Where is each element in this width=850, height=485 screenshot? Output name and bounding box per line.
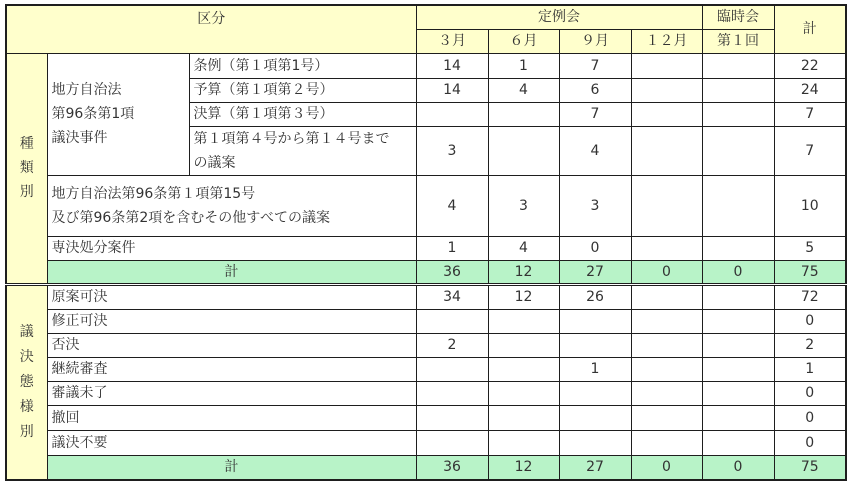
cell-march: [416, 102, 488, 126]
cell-extraordinary-1: [702, 430, 774, 455]
cell-september: [559, 405, 631, 430]
cell-march: [416, 430, 488, 455]
cell-total: 7: [774, 102, 846, 126]
group-article-96-1: [47, 53, 189, 175]
table-row: [6, 236, 846, 260]
cell-extraordinary-1: 0: [702, 260, 774, 284]
cell-september: 6: [559, 78, 631, 102]
table-header: [6, 5, 846, 53]
cell-total: 0: [774, 309, 846, 333]
section-by-type-label: 種類別: [19, 136, 34, 200]
cell-december: 0: [631, 455, 702, 480]
subtotal-label: 計: [47, 455, 416, 480]
cell-march: [416, 357, 488, 381]
cell-total: 75: [774, 455, 846, 480]
cell-december: [631, 357, 702, 381]
header-extraordinary-session: 臨時会: [702, 5, 774, 29]
cell-december: [631, 53, 702, 78]
row-label: 決算（第１項第３号）: [189, 102, 416, 126]
cell-september: 3: [559, 175, 631, 236]
header-col-march: ３月: [416, 29, 488, 53]
cell-june: [488, 333, 559, 357]
row-label: 議決不要: [47, 430, 416, 455]
cell-extraordinary-1: [702, 53, 774, 78]
cell-march: [416, 381, 488, 405]
group-label-line: 議決事件: [51, 130, 108, 146]
cell-total: 75: [774, 260, 846, 284]
section-by-type: [6, 53, 47, 284]
header-col-september: ９月: [559, 29, 631, 53]
cell-december: [631, 381, 702, 405]
cell-december: [631, 236, 702, 260]
cell-june: [488, 126, 559, 175]
cell-march: [416, 405, 488, 430]
header-col-june: ６月: [488, 29, 559, 53]
cell-march: 14: [416, 78, 488, 102]
cell-december: [631, 78, 702, 102]
row-label: 原案可決: [47, 284, 416, 309]
cell-december: [631, 405, 702, 430]
cell-june: 3: [488, 175, 559, 236]
cell-extraordinary-1: [702, 175, 774, 236]
row-label: 条例（第１項第1号）: [189, 53, 416, 78]
cell-total: 0: [774, 430, 846, 455]
cell-march: 2: [416, 333, 488, 357]
cell-june: 4: [488, 78, 559, 102]
cell-total: 24: [774, 78, 846, 102]
cell-september: 7: [559, 53, 631, 78]
cell-december: [631, 430, 702, 455]
table-row: [6, 284, 846, 309]
header-category: 区分: [6, 5, 416, 53]
table-row: [6, 333, 846, 357]
header-row: [6, 5, 846, 29]
cell-extraordinary-1: [702, 284, 774, 309]
group-label-line: 地方自治法: [51, 82, 122, 98]
cell-march: 14: [416, 53, 488, 78]
group-label-line: 第96条第1項: [51, 106, 135, 122]
section-by-resolution-label: 議決態様別: [19, 323, 34, 440]
cell-september: [559, 381, 631, 405]
cell-total: 72: [774, 284, 846, 309]
cell-june: 1: [488, 53, 559, 78]
subtotal-row: [6, 260, 846, 284]
cell-june: 12: [488, 455, 559, 480]
table-row: [6, 175, 846, 236]
cell-total: 0: [774, 405, 846, 430]
cell-september: 26: [559, 284, 631, 309]
table-row: [6, 309, 846, 333]
row-label: 否決: [47, 333, 416, 357]
cell-total: 10: [774, 175, 846, 236]
cell-extraordinary-1: [702, 78, 774, 102]
cell-june: [488, 381, 559, 405]
header-col-extraordinary-1: 第１回: [702, 29, 774, 53]
cell-december: [631, 175, 702, 236]
cell-march: [416, 309, 488, 333]
cell-september: 0: [559, 236, 631, 260]
cell-march: 3: [416, 126, 488, 175]
subtotal-row: [6, 455, 846, 480]
row-label: 審議未了: [47, 381, 416, 405]
row-label: 予算（第１項第２号）: [189, 78, 416, 102]
row-label: 継続審査: [47, 357, 416, 381]
header-col-december: １２月: [631, 29, 702, 53]
cell-september: [559, 333, 631, 357]
cell-extraordinary-1: [702, 309, 774, 333]
cell-extraordinary-1: [702, 381, 774, 405]
cell-june: [488, 102, 559, 126]
table-row: [6, 53, 846, 78]
cell-september: 7: [559, 102, 631, 126]
cell-extraordinary-1: [702, 357, 774, 381]
cell-june: [488, 309, 559, 333]
cell-total: 22: [774, 53, 846, 78]
row-label-line: 第１項第４号から第１４号まで: [193, 130, 390, 147]
header-total: 計: [774, 5, 846, 53]
subtotal-label: 計: [47, 260, 416, 284]
cell-total: 0: [774, 381, 846, 405]
cell-june: [488, 430, 559, 455]
row-label-line: の議案: [193, 154, 236, 171]
cell-extraordinary-1: 0: [702, 455, 774, 480]
table-row: [6, 357, 846, 381]
row-label-line: 及び第96条第2項を含むその他すべての議案: [51, 209, 330, 226]
cell-december: [631, 102, 702, 126]
cell-march: 4: [416, 175, 488, 236]
row-label: [47, 175, 416, 236]
cell-june: 4: [488, 236, 559, 260]
cell-june: 12: [488, 260, 559, 284]
cell-june: [488, 405, 559, 430]
cell-total: 1: [774, 357, 846, 381]
cell-december: 0: [631, 260, 702, 284]
cell-june: [488, 357, 559, 381]
cell-march: 34: [416, 284, 488, 309]
cell-september: 27: [559, 260, 631, 284]
cell-total: 7: [774, 126, 846, 175]
cell-september: 27: [559, 455, 631, 480]
table-row: [6, 381, 846, 405]
cell-extraordinary-1: [702, 126, 774, 175]
section-by-resolution: [6, 284, 47, 480]
cell-extraordinary-1: [702, 405, 774, 430]
cell-december: [631, 309, 702, 333]
table-row: [6, 430, 846, 455]
cell-december: [631, 284, 702, 309]
cell-september: 4: [559, 126, 631, 175]
cell-total: 5: [774, 236, 846, 260]
row-label: 撤回: [47, 405, 416, 430]
cell-march: 36: [416, 260, 488, 284]
assembly-bills-table: [5, 4, 847, 481]
row-label: 修正可決: [47, 309, 416, 333]
cell-september: [559, 309, 631, 333]
cell-extraordinary-1: [702, 102, 774, 126]
table-row: [6, 405, 846, 430]
cell-december: [631, 126, 702, 175]
cell-total: 2: [774, 333, 846, 357]
cell-september: 1: [559, 357, 631, 381]
cell-december: [631, 333, 702, 357]
table-body: [6, 53, 846, 480]
cell-march: 36: [416, 455, 488, 480]
cell-june: 12: [488, 284, 559, 309]
row-label-line: 地方自治法第96条第１項第15号: [51, 185, 256, 202]
row-label: [189, 126, 416, 175]
cell-march: 1: [416, 236, 488, 260]
cell-extraordinary-1: [702, 333, 774, 357]
cell-extraordinary-1: [702, 236, 774, 260]
header-regular-session: 定例会: [416, 5, 702, 29]
row-label: 専決処分案件: [47, 236, 416, 260]
cell-september: [559, 430, 631, 455]
